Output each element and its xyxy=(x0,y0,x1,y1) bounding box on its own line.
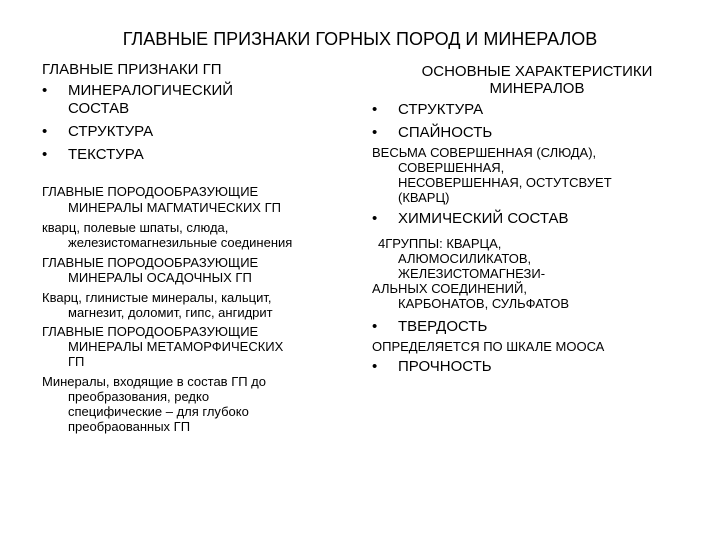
metamorphic-text-line-4: преобраованных ГП xyxy=(68,419,191,434)
metamorphic-heading-line-3: ГП xyxy=(68,354,85,369)
characteristics-heading-line-1: ОСНОВНЫЕ ХАРАКТЕРИСТИКИ xyxy=(421,63,653,80)
metamorphic-heading-line-1: ГЛАВНЫЕ ПОРОДООБРАЗУЮЩИЕ xyxy=(42,324,259,339)
cleavage-text-line-2: СОВЕРШЕННАЯ, xyxy=(398,160,505,175)
metamorphic-heading-line-2: МИНЕРАЛЫ МЕТАМОРФИЧЕСКИХ xyxy=(68,339,284,354)
magmatic-text-line-1: кварц, полевые шпаты, слюда, xyxy=(42,220,229,235)
feature-item-2: • СТРУКТУРА xyxy=(42,123,154,140)
cleavage-text-line-4: (КВАРЦ) xyxy=(398,190,450,205)
feature-item-3: • ТЕКСТУРА xyxy=(42,146,144,163)
magmatic-text-line-2: железистомагнезильные соединения xyxy=(68,235,293,250)
bullet-icon: • xyxy=(42,146,48,163)
slide-title: ГЛАВНЫЕ ПРИЗНАКИ ГОРНЫХ ПОРОД И МИНЕРАЛОВ xyxy=(122,29,598,49)
sedimentary-text-line-2: магнезит, доломит, гипс, ангидрит xyxy=(68,305,273,320)
bullet-icon: • xyxy=(372,101,378,118)
hardness-text: ОПРЕДЕЛЯЕТСЯ ПО ШКАЛЕ МООСА xyxy=(372,339,605,354)
metamorphic-text-line-2: преобразования, редко xyxy=(68,389,210,404)
strength-item: • ПРОЧНОСТЬ xyxy=(372,358,492,375)
metamorphic-text-line-1: Минералы, входящие в состав ГП до xyxy=(42,374,267,389)
bullet-icon: • xyxy=(42,82,48,99)
bullet-icon: • xyxy=(42,123,48,140)
cleavage-item: • СПАЙНОСТЬ xyxy=(372,124,493,141)
chem-text-line-4: АЛЬНЫХ СОЕДИНЕНИЙ, xyxy=(372,281,527,296)
feature-item-1-line-2: СОСТАВ xyxy=(68,100,130,117)
bullet-icon: • xyxy=(372,318,378,335)
cleavage-text-line-1: ВЕСЬМА СОВЕРШЕННАЯ (СЛЮДА), xyxy=(372,145,597,160)
main-features-heading: ГЛАВНЫЕ ПРИЗНАКИ ГП xyxy=(42,61,222,78)
chem-text-line-3: ЖЕЛЕЗИСТОМАГНЕЗИ- xyxy=(398,266,546,281)
bullet-icon: • xyxy=(372,210,378,227)
chem-text-line-5: КАРБОНАТОВ, СУЛЬФАТОВ xyxy=(398,296,570,311)
sedimentary-text-line-1: Кварц, глинистые минералы, кальцит, xyxy=(42,290,272,305)
characteristics-heading-line-2: МИНЕРАЛОВ xyxy=(489,80,585,97)
sedimentary-heading-line-2: МИНЕРАЛЫ ОСАДОЧНЫХ ГП xyxy=(68,270,252,285)
chem-text-line-2: АЛЮМОСИЛИКАТОВ, xyxy=(398,251,532,266)
chemical-composition-item: • ХИМИЧЕСКИЙ СОСТАВ xyxy=(372,210,569,227)
bullet-icon: • xyxy=(372,124,378,141)
chem-text-line-1: 4ГРУППЫ: КВАРЦА, xyxy=(378,236,502,251)
magmatic-heading-line-1: ГЛАВНЫЕ ПОРОДООБРАЗУЮЩИЕ xyxy=(42,184,259,199)
structure-item: • СТРУКТУРА xyxy=(372,101,484,118)
feature-item-1-line-1: • МИНЕРАЛОГИЧЕСКИЙ xyxy=(42,82,233,99)
sedimentary-heading-line-1: ГЛАВНЫЕ ПОРОДООБРАЗУЮЩИЕ xyxy=(42,255,259,270)
metamorphic-text-line-3: специфические – для глубоко xyxy=(68,404,249,419)
cleavage-text-line-3: НЕСОВЕРШЕННАЯ, ОСТУТСВУЕТ xyxy=(398,175,612,190)
hardness-item: • ТВЕРДОСТЬ xyxy=(372,318,488,335)
bullet-icon: • xyxy=(372,358,378,375)
magmatic-heading-line-2: МИНЕРАЛЫ МАГМАТИЧЕСКИХ ГП xyxy=(68,200,281,215)
